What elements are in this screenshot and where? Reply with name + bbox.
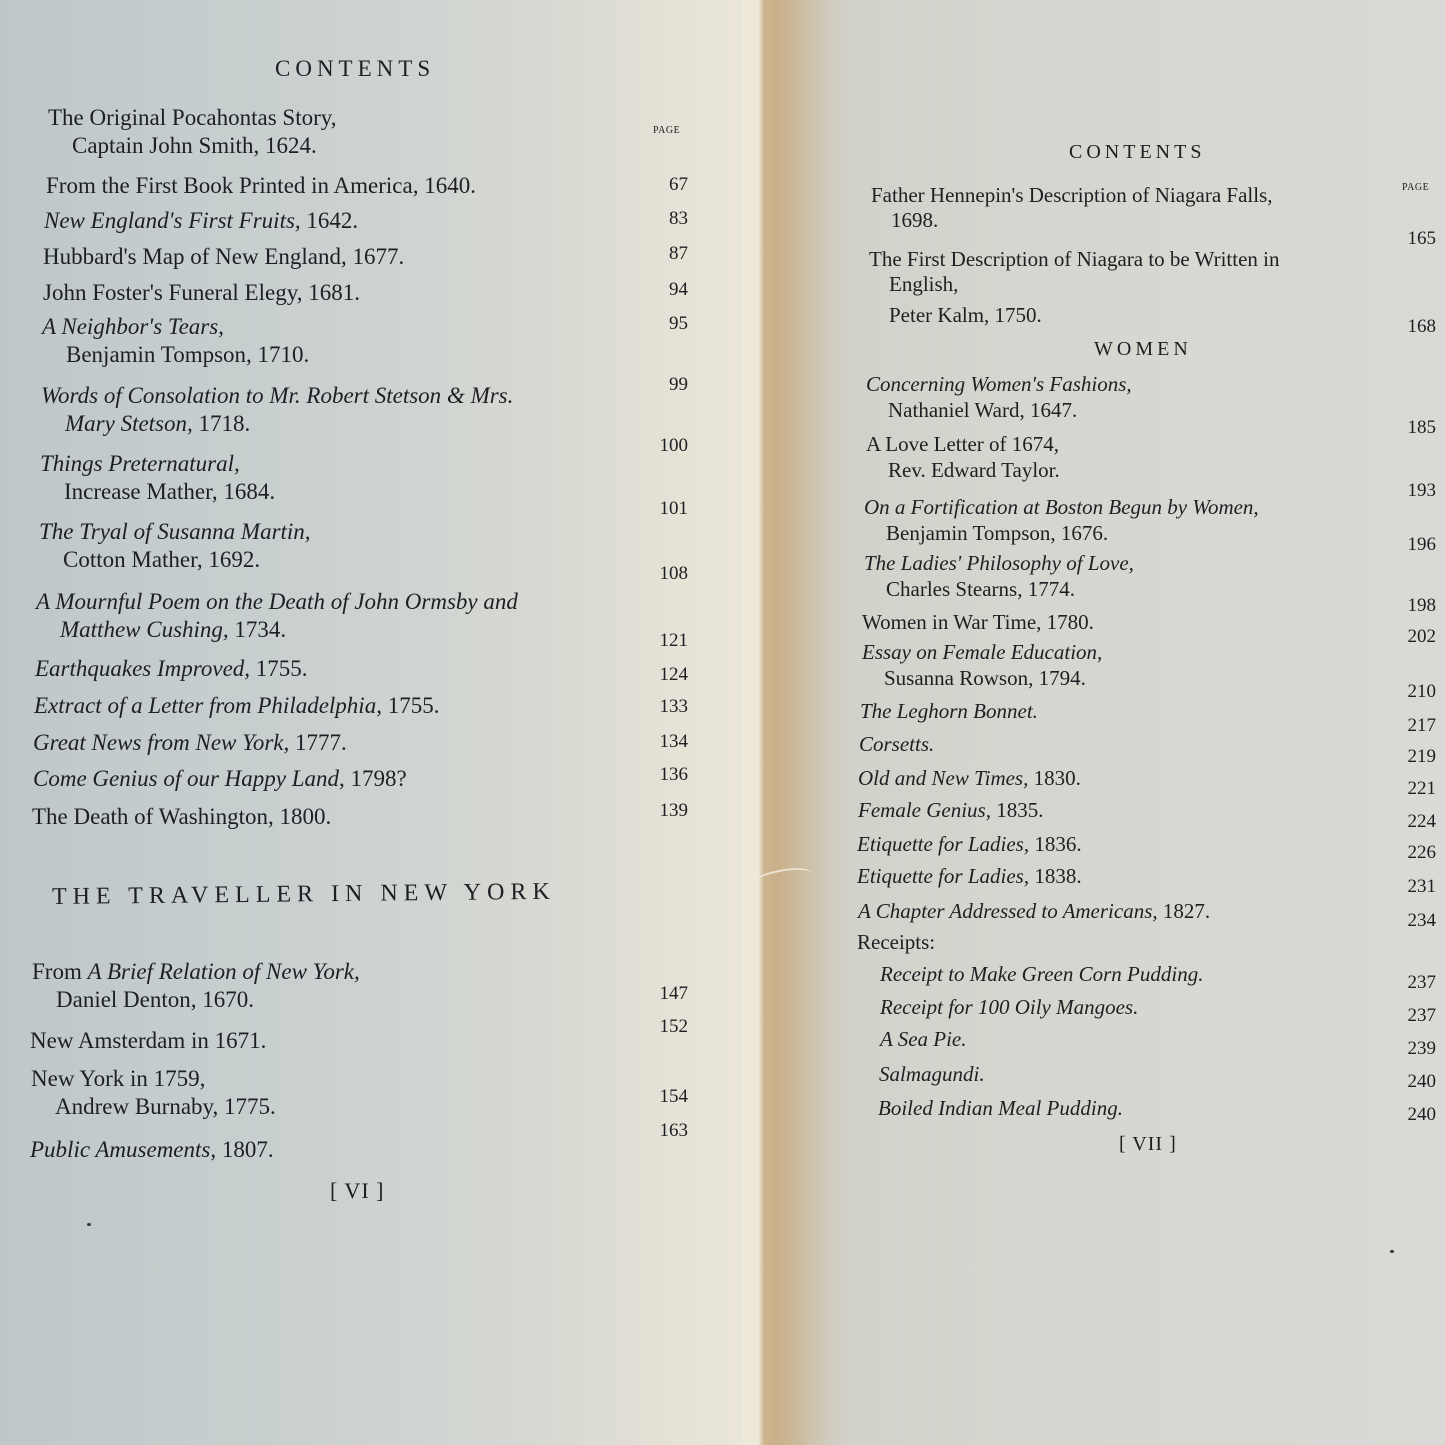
- entry-author: Susanna Rowson, 1794.: [884, 666, 1086, 690]
- page-number: 121: [659, 630, 688, 651]
- entry-title: A Love Letter of 1674,: [866, 432, 1060, 456]
- entry-title: Old and New Times,: [858, 766, 1029, 790]
- entry-title: A Chapter Addressed to Americans,: [858, 899, 1158, 923]
- page-number: 133: [659, 696, 688, 717]
- entry-year: 1807.: [216, 1137, 274, 1162]
- page-number: 193: [1407, 480, 1436, 501]
- entry-title: The Tryal of Susanna Martin,: [39, 519, 311, 544]
- toc-entry: [40, 450, 275, 506]
- entry-title: The First Description of Niagara to be Written in: [869, 247, 1280, 271]
- page-number: 217: [1407, 715, 1436, 736]
- entry-title: New Amsterdam in 1671.: [30, 1028, 267, 1053]
- page-number: 234: [1407, 910, 1436, 931]
- toc-entry: [36, 588, 518, 644]
- receipt-entry: Salmagundi.: [879, 1062, 985, 1086]
- toc-entry: [857, 831, 1082, 857]
- entry-year: 1755.: [250, 656, 308, 681]
- entry-title: Come Genius of our Happy Land,: [33, 766, 345, 791]
- receipt-entry: Boiled Indian Meal Pudding.: [878, 1096, 1123, 1120]
- entry-author: Benjamin Tompson, 1710.: [66, 342, 310, 367]
- entry-title: Father Hennepin's Description of Niagara Falls,: [871, 183, 1273, 207]
- page-number: 221: [1407, 778, 1436, 799]
- paper-speck: [87, 1223, 91, 1226]
- page-number: 240: [1407, 1104, 1436, 1125]
- page-number: 165: [1407, 228, 1436, 249]
- page-number: 154: [659, 1086, 688, 1107]
- page-number: 237: [1407, 1005, 1436, 1026]
- entry-subtitle: English,: [889, 272, 959, 296]
- entry-year: 1835.: [990, 798, 1044, 822]
- page-number: 139: [659, 800, 688, 821]
- entry-title: From the First Book Printed in America, 1640.: [46, 173, 476, 198]
- page-number: 147: [659, 983, 688, 1004]
- entry-author: Andrew Burnaby, 1775.: [55, 1094, 276, 1119]
- toc-entry: [871, 183, 1273, 233]
- toc-entry: [44, 207, 358, 235]
- entry-title: Great News from New York,: [33, 730, 290, 755]
- toc-entry: [30, 1027, 266, 1055]
- page-number: 185: [1407, 417, 1436, 438]
- page-number: 219: [1407, 746, 1436, 767]
- page-number: 224: [1407, 811, 1436, 832]
- page-number: 94: [669, 279, 688, 300]
- entry-author: Mary Stetson,: [65, 411, 193, 436]
- entry-title: Things Preternatural,: [40, 451, 240, 476]
- entry-author: Cotton Mather, 1692.: [63, 547, 261, 572]
- entry-author: Benjamin Tompson, 1676.: [886, 521, 1109, 545]
- toc-entry: [859, 731, 934, 757]
- entry-year: 1836.: [1029, 832, 1082, 856]
- entry-author: Captain John Smith, 1624.: [72, 133, 317, 158]
- page-number: 240: [1407, 1071, 1436, 1092]
- entry-title: Words of Consolation to Mr. Robert Stetson & Mrs.: [41, 383, 514, 408]
- page-number: 239: [1407, 1038, 1436, 1059]
- page-number: 95: [669, 313, 688, 334]
- entry-author: Nathaniel Ward, 1647.: [888, 398, 1078, 422]
- page-number: 136: [659, 764, 688, 785]
- page-number: 196: [1407, 534, 1436, 555]
- toc-entry: [41, 382, 513, 438]
- page-number: 83: [669, 208, 688, 229]
- toc-entry: [32, 803, 331, 831]
- entry-title: On a Fortification at Boston Begun by Women,: [864, 495, 1259, 519]
- toc-entry: [43, 279, 360, 307]
- toc-entry: [864, 494, 1259, 546]
- toc-entry: [42, 313, 309, 369]
- toc-entry: [862, 639, 1102, 691]
- toc-entry: [39, 518, 311, 574]
- entry-title: The Ladies' Philosophy of Love,: [864, 551, 1134, 575]
- section-heading-women: WOMEN: [1094, 338, 1192, 360]
- entry-title: New York in 1759,: [31, 1066, 206, 1091]
- entry-title: Earthquakes Improved,: [35, 656, 251, 681]
- toc-entry: [862, 609, 1094, 635]
- entry-title: New England's First Fruits,: [44, 208, 301, 233]
- page-number: 237: [1407, 972, 1436, 993]
- entry-title: A Mournful Poem on the Death of John Ormsby and: [36, 589, 518, 614]
- toc-entry: [46, 172, 476, 200]
- toc-entry: [35, 655, 308, 683]
- receipts-label: Receipts:: [857, 930, 936, 954]
- page-number: 108: [659, 563, 688, 584]
- receipt-entry: Receipt to Make Green Corn Pudding.: [880, 962, 1204, 986]
- entry-title: Female Genius,: [858, 798, 991, 822]
- toc-entry: [34, 692, 439, 720]
- entry-author: Peter Kalm, 1750.: [889, 303, 1042, 327]
- folio-left: [ VI ]: [330, 1178, 385, 1203]
- entry-author: Matthew Cushing,: [60, 617, 229, 642]
- folio-right: [ VII ]: [1119, 1133, 1177, 1155]
- toc-entry: [857, 863, 1082, 889]
- page-number: 163: [659, 1120, 688, 1141]
- page-number: 87: [669, 243, 688, 264]
- toc-entry: [860, 698, 1038, 724]
- page-number: 202: [1407, 626, 1436, 647]
- toc-entry: [30, 1136, 274, 1164]
- page-number: 101: [659, 498, 688, 519]
- page-number: 134: [659, 731, 688, 752]
- entry-title: Women in War Time, 1780.: [862, 610, 1094, 634]
- page-number: 198: [1407, 595, 1436, 616]
- page-number: 67: [669, 174, 688, 195]
- page-number: 152: [659, 1016, 688, 1037]
- entry-title: A Brief Relation of New York,: [87, 959, 360, 984]
- entry-title: Hubbard's Map of New England, 1677.: [43, 244, 405, 269]
- right-contents-heading: CONTENTS: [1069, 141, 1206, 163]
- entry-title: A Neighbor's Tears,: [42, 314, 224, 339]
- entry-title: John Foster's Funeral Elegy, 1681.: [43, 280, 360, 305]
- entry-year: 1734.: [228, 617, 287, 642]
- entry-author: Increase Mather, 1684.: [64, 479, 276, 504]
- toc-entry: [866, 371, 1132, 423]
- toc-entry: [31, 1065, 276, 1121]
- entry-title: Extract of a Letter from Philadelphia,: [34, 693, 382, 718]
- paper-speck: [1390, 1250, 1394, 1253]
- receipt-entry: A Sea Pie.: [880, 1027, 967, 1051]
- page-number: 124: [659, 664, 688, 685]
- toc-entry: [858, 797, 1043, 823]
- entry-year: 1755.: [381, 693, 440, 718]
- toc-entry: [43, 243, 404, 271]
- entry-title: Etiquette for Ladies,: [857, 864, 1030, 888]
- entry-author: Daniel Denton, 1670.: [56, 987, 255, 1012]
- entry-year: 1642.: [300, 208, 359, 233]
- entry-title: Corsetts.: [859, 732, 935, 756]
- page-number: 99: [669, 374, 688, 395]
- entry-year: 1798?: [344, 766, 407, 791]
- toc-entry: [48, 104, 337, 160]
- entry-year: 1698.: [891, 208, 939, 232]
- left-contents-heading: CONTENTS: [275, 56, 436, 81]
- entry-author: Rev. Edward Taylor.: [888, 458, 1060, 482]
- page-number: 168: [1407, 316, 1436, 337]
- entry-title: Concerning Women's Fashions,: [866, 372, 1132, 396]
- toc-entry: [864, 550, 1134, 602]
- entry-year: 1827.: [1157, 899, 1211, 923]
- page-number: 226: [1407, 842, 1436, 863]
- book-gutter: [742, 0, 852, 1445]
- receipt-entry: Receipt for 100 Oily Mangoes.: [880, 995, 1139, 1019]
- toc-entry: [866, 431, 1060, 483]
- entry-author: Charles Stearns, 1774.: [886, 577, 1075, 601]
- page-number: 231: [1407, 876, 1436, 897]
- toc-entry: [33, 729, 347, 757]
- toc-entry: [858, 898, 1210, 924]
- entry-year: 1838.: [1029, 864, 1082, 888]
- entry-year: 1830.: [1028, 766, 1081, 790]
- entry-title: Essay on Female Education,: [862, 640, 1103, 664]
- entry-year: 1718.: [192, 411, 251, 436]
- left-page-label: PAGE: [653, 125, 681, 136]
- page-number: 210: [1407, 681, 1436, 702]
- entry-prefix: From: [32, 959, 88, 984]
- entry-title: The Death of Washington, 1800.: [32, 804, 332, 829]
- entry-title: Etiquette for Ladies,: [857, 832, 1030, 856]
- entry-title: Public Amusements,: [30, 1137, 217, 1162]
- toc-entry: [33, 765, 407, 793]
- toc-entry: [869, 247, 1280, 328]
- entry-year: 1777.: [289, 730, 347, 755]
- entry-title: The Original Pocahontas Story,: [48, 105, 337, 130]
- section-heading-traveller: THE TRAVELLER IN NEW YORK: [51, 878, 556, 910]
- page-number: 100: [659, 435, 688, 456]
- toc-entry: [858, 765, 1081, 791]
- toc-entry: [32, 958, 360, 1014]
- entry-title: The Leghorn Bonnet.: [860, 699, 1038, 723]
- right-page-label: PAGE: [1402, 182, 1430, 193]
